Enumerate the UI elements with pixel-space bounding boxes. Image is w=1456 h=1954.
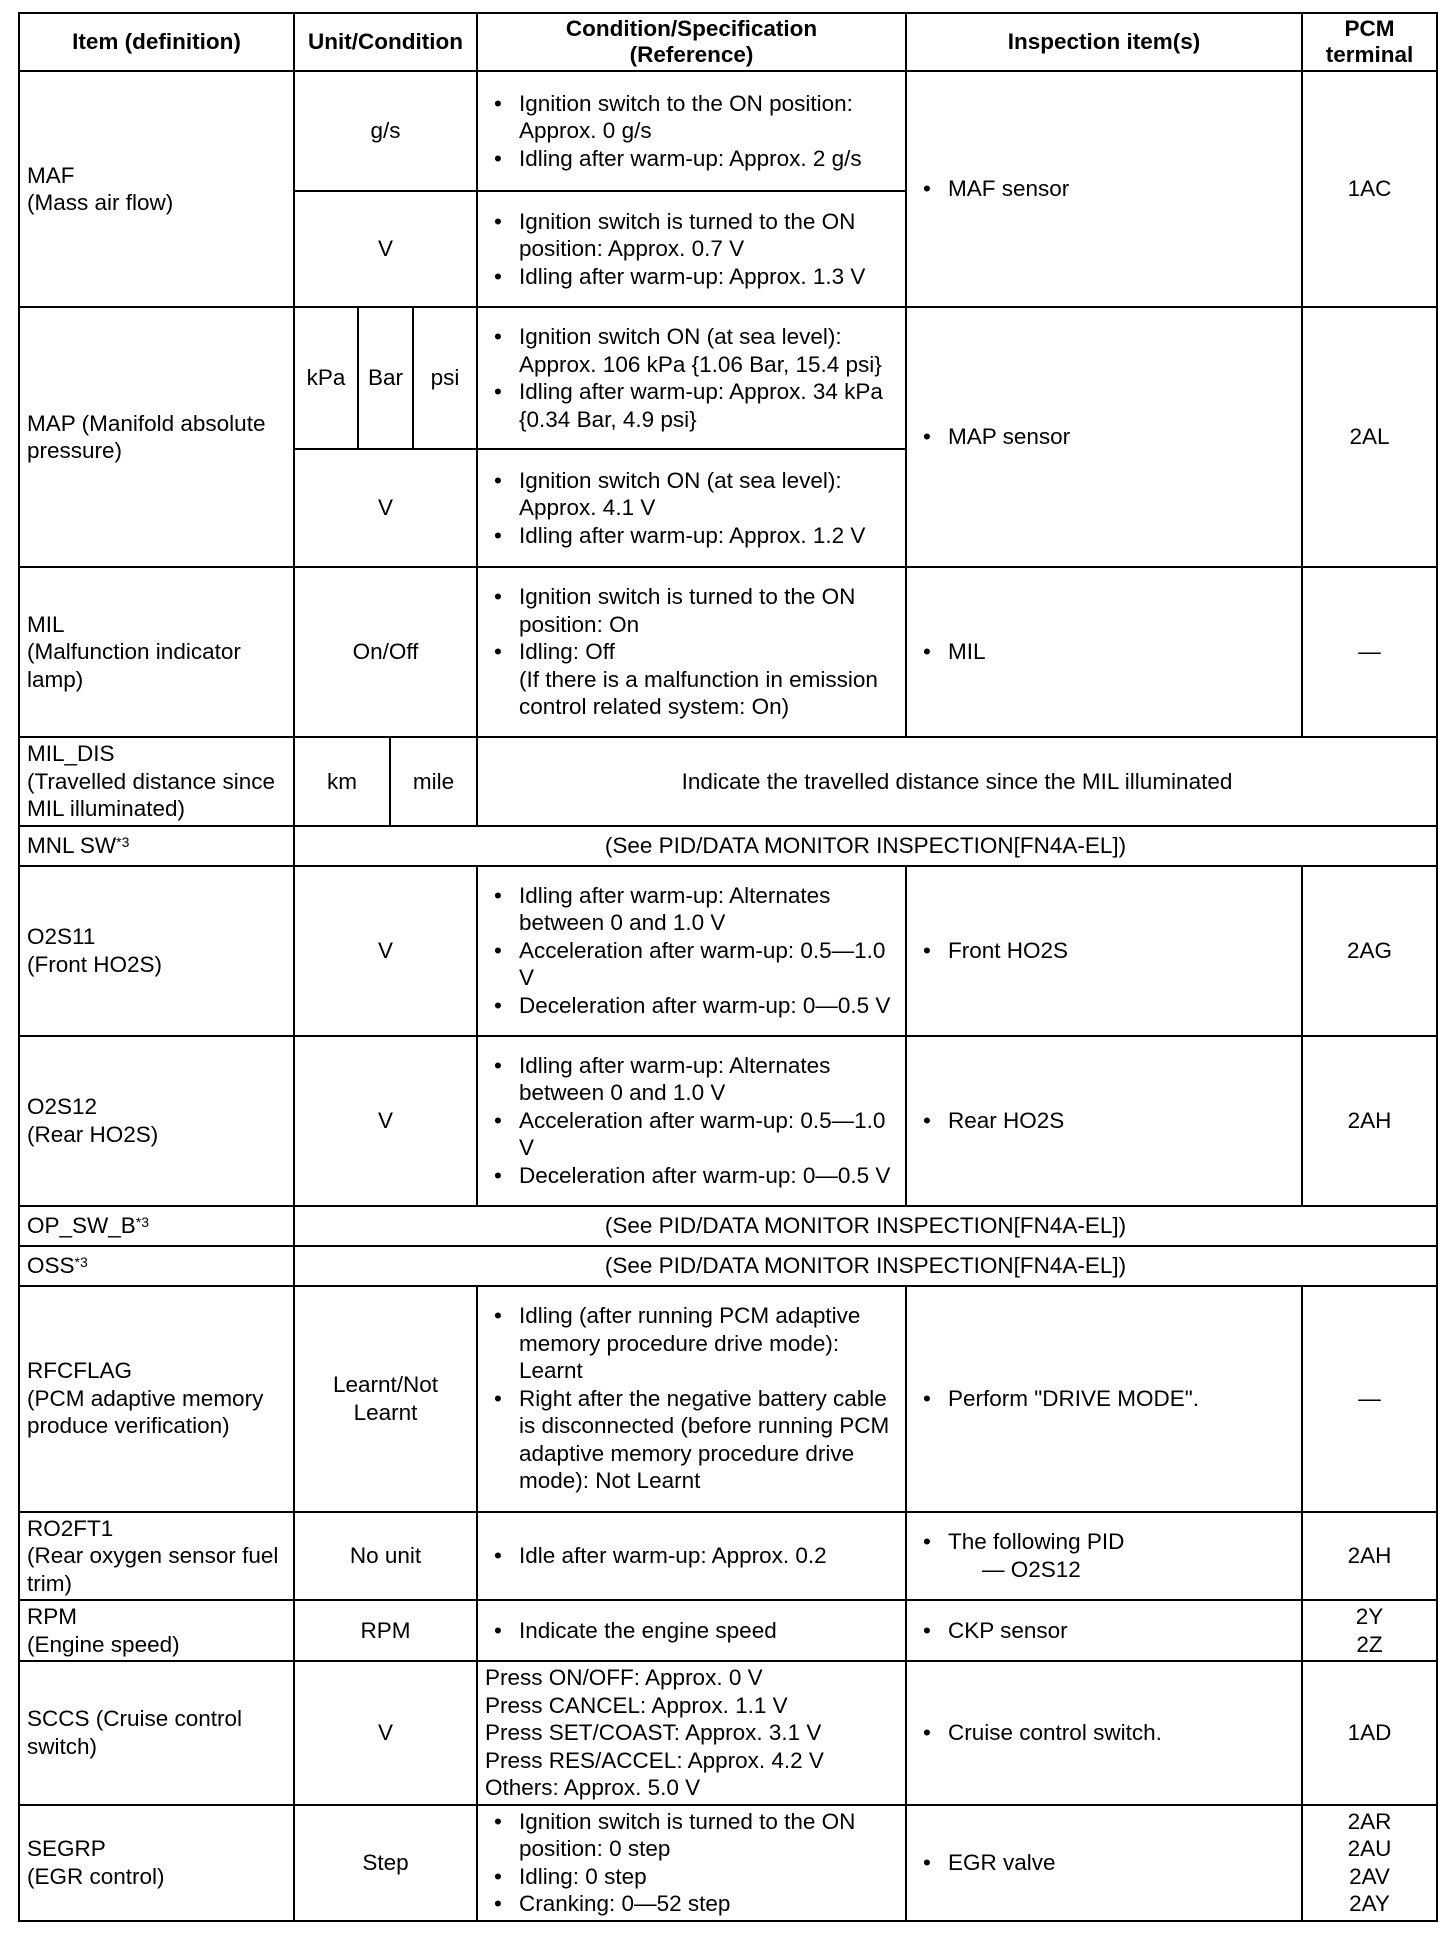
item-definition: (PCM adaptive memory produce verification): [27, 1385, 264, 1439]
inspection-cell: [906, 1036, 1302, 1206]
inspection-item: [948, 1528, 1294, 1583]
terminal-cell: 2AH: [1302, 1036, 1437, 1206]
table-row: [19, 1036, 1437, 1206]
inspection-subitem: — O2S12: [982, 1556, 1081, 1582]
terminal-cell: [1302, 1805, 1437, 1921]
item-definition: (Malfunction indicator lamp): [27, 639, 241, 692]
reference-cell: (See PID/DATA MONITOR INSPECTION[FN4A-EL]): [294, 1246, 1437, 1286]
unit-cell: V: [294, 1661, 477, 1805]
spec-item: • Ignition switch ON (at sea level): Approx. 4.1 V: [519, 467, 898, 522]
reference-cell: (See PID/DATA MONITOR INSPECTION[FN4A-EL]): [294, 1206, 1437, 1246]
item-definition: (Travelled distance since MIL illuminated): [27, 768, 276, 821]
item-cell: [19, 1805, 294, 1921]
table-row: [19, 826, 1437, 866]
terminal-cell: 2AL: [1302, 307, 1437, 567]
item-name: O2S11: [27, 924, 96, 949]
terminal-value: 2AV: [1349, 1863, 1390, 1889]
spec-item: • Idling after warm-up: Approx. 34 kPa {0.34 Bar, 4.9 psi}: [519, 378, 898, 433]
unit-cell: On/Off: [294, 567, 477, 737]
spec-note: (If there is a malfunction in emission control related system: On): [519, 666, 878, 720]
inspection-text: The following PID: [948, 1529, 1125, 1555]
item-name: O2S12: [27, 1094, 98, 1119]
footnote-mark: *3: [135, 1213, 150, 1230]
unit-cell: RPM: [294, 1600, 477, 1661]
table-row: [19, 1600, 1437, 1661]
table-row: [19, 1512, 1437, 1601]
spec-item: Press ON/OFF: Approx. 0 V: [485, 1665, 763, 1690]
unit-cell: Learnt/Not Learnt: [294, 1286, 477, 1512]
condition-cell: [477, 567, 906, 737]
terminal-value: 2AU: [1347, 1836, 1392, 1861]
item-name: MIL_DIS: [27, 741, 115, 766]
inspection-cell: [906, 307, 1302, 567]
item-cell: [19, 1286, 294, 1512]
header-item: Item (definition): [19, 13, 294, 71]
item-cell: [19, 826, 294, 866]
item-name: RO2FT1: [27, 1515, 114, 1541]
unit-cell: No unit: [294, 1512, 477, 1601]
spec-item: • Idling after warm-up: Approx. 2 g/s: [519, 145, 898, 173]
unit-cell-psi: psi: [413, 307, 477, 449]
item-cell: [19, 1036, 294, 1206]
pid-table-page: [18, 12, 1436, 1922]
spec-item: • Ignition switch ON (at sea level): Approx. 106 kPa {1.06 Bar, 15.4 psi}: [519, 323, 898, 378]
item-name: MNL SW: [27, 832, 117, 858]
inspection-cell: [906, 866, 1302, 1036]
spec-item: • Ignition switch is turned to the ON position: Approx. 0.7 V: [519, 208, 898, 263]
unit-cell-kpa: kPa: [294, 307, 358, 449]
table-row: [19, 1805, 1437, 1921]
table-row: [19, 866, 1437, 1036]
unit-cell: V: [294, 1036, 477, 1206]
item-name: RPM: [27, 1604, 77, 1629]
spec-item: • Ignition switch is turned to the ON position: 0 step: [519, 1808, 898, 1863]
inspection-item: • Perform "DRIVE MODE".: [948, 1385, 1294, 1413]
item-name: RFCFLAG: [27, 1358, 133, 1384]
spec-item: • Idling (after running PCM adaptive memory procedure drive mode): Learnt: [519, 1302, 898, 1385]
condition-cell: [477, 1661, 906, 1805]
item-cell: [19, 1600, 294, 1661]
condition-cell: [477, 1286, 906, 1512]
spec-item: • Idling after warm-up: Approx. 1.2 V: [519, 522, 898, 550]
item-cell: [19, 1512, 294, 1601]
item-name: MIL: [27, 611, 65, 637]
spec-item: • Cranking: 0—52 step: [519, 1890, 898, 1918]
inspection-cell: [906, 1286, 1302, 1512]
header-inspection: Inspection item(s): [906, 13, 1302, 71]
inspection-item: • MAF sensor: [948, 175, 1294, 203]
inspection-item: • MIL: [948, 638, 1294, 666]
spec-item: • Idling after warm-up: Alternates between 0 and 1.0 V: [519, 1052, 898, 1107]
unit-cell: g/s: [294, 71, 477, 191]
item-definition: (Rear HO2S): [27, 1121, 159, 1147]
spec-item: • Idling after warm-up: Alternates between 0 and 1.0 V: [519, 882, 898, 937]
item-cell: SCCS (Cruise control switch): [19, 1661, 294, 1805]
terminal-value: 2AR: [1347, 1808, 1392, 1834]
header-unit: Unit/Condition: [294, 13, 477, 71]
item-cell: [19, 1246, 294, 1286]
terminal-cell: 1AD: [1302, 1661, 1437, 1805]
condition-cell: [477, 71, 906, 191]
header-terminal-line1: PCM: [1344, 16, 1395, 41]
spec-item: • Right after the negative battery cable is disconnected (before running PCM adaptive memory procedure drive mode): Not Learnt: [519, 1385, 898, 1495]
item-definition: (Front HO2S): [27, 951, 163, 977]
inspection-item: • Rear HO2S: [948, 1107, 1294, 1135]
condition-cell: [477, 866, 906, 1036]
item-cell: [19, 71, 294, 307]
inspection-item: • MAP sensor: [948, 423, 1294, 451]
spec-item: • Deceleration after warm-up: 0—0.5 V: [519, 1162, 898, 1190]
inspection-cell: [906, 1512, 1302, 1601]
item-definition: (Mass air flow): [27, 190, 174, 215]
spec-item: • Ignition switch to the ON position: Approx. 0 g/s: [519, 90, 898, 145]
table-row: [19, 1246, 1437, 1286]
unit-cell: V: [294, 191, 477, 307]
item-cell: [19, 866, 294, 1036]
table-row: [19, 307, 1437, 449]
item-name: MAF: [27, 162, 75, 188]
spec-item: • Idle after warm-up: Approx. 0.2: [519, 1542, 898, 1570]
spec-item: Press CANCEL: Approx. 1.1 V: [485, 1692, 788, 1718]
terminal-cell: 2AG: [1302, 866, 1437, 1036]
item-cell: [19, 1206, 294, 1246]
inspection-item: • Cruise control switch.: [948, 1719, 1294, 1747]
condition-cell: Indicate the travelled distance since the MIL illuminated: [477, 737, 1437, 826]
reference-cell: (See PID/DATA MONITOR INSPECTION[FN4A-EL]): [294, 826, 1437, 866]
unit-cell-bar: Bar: [358, 307, 413, 449]
footnote-mark: *3: [74, 1253, 88, 1270]
item-name: OSS: [27, 1252, 75, 1278]
inspection-item: • Front HO2S: [948, 937, 1294, 965]
inspection-cell: [906, 567, 1302, 737]
unit-cell-mile: mile: [390, 737, 477, 826]
condition-cell: [477, 1805, 906, 1921]
terminal-cell: —: [1302, 567, 1437, 737]
header-condition-line2: (Reference): [629, 42, 754, 67]
spec-text: Idling: Off: [519, 639, 615, 665]
terminal-cell: 1AC: [1302, 71, 1437, 307]
item-definition: (Engine speed): [27, 1631, 180, 1657]
header-condition: [477, 13, 906, 71]
terminal-cell: 2AH: [1302, 1512, 1437, 1601]
inspection-cell: [906, 1805, 1302, 1921]
inspection-cell: [906, 1661, 1302, 1805]
header-terminal-line2: terminal: [1325, 42, 1414, 67]
spec-item: • Acceleration after warm-up: 0.5—1.0 V: [519, 1107, 898, 1162]
condition-cell: [477, 307, 906, 449]
inspection-item: • EGR valve: [948, 1849, 1294, 1877]
terminal-value: 2AY: [1349, 1891, 1390, 1916]
condition-cell: [477, 449, 906, 567]
spec-item: Press RES/ACCEL: Approx. 4.2 V: [485, 1747, 824, 1773]
terminal-value: 2Y: [1355, 1604, 1384, 1629]
spec-item: Press SET/COAST: Approx. 3.1 V: [485, 1720, 822, 1745]
item-name: SEGRP: [27, 1836, 106, 1861]
spec-item: • Idling: 0 step: [519, 1863, 898, 1891]
spec-item: • Indicate the engine speed: [519, 1617, 898, 1645]
item-definition: (Rear oxygen sensor fuel trim): [27, 1543, 279, 1596]
table-row: [19, 737, 1437, 826]
terminal-cell: [1302, 1600, 1437, 1661]
header-terminal: [1302, 13, 1437, 71]
item-name: OP_SW_B: [27, 1212, 136, 1238]
item-cell: [19, 737, 294, 826]
inspection-cell: [906, 71, 1302, 307]
table-row: [19, 1206, 1437, 1246]
item-cell: MAP (Manifold absolute pressure): [19, 307, 294, 567]
condition-cell: [477, 1600, 906, 1661]
table-row: [19, 567, 1437, 737]
spec-item: • Idling after warm-up: Approx. 1.3 V: [519, 263, 898, 291]
spec-item: [519, 638, 898, 721]
spec-item: • Acceleration after warm-up: 0.5—1.0 V: [519, 937, 898, 992]
footnote-mark: *3: [116, 833, 130, 850]
table-row: [19, 1661, 1437, 1805]
terminal-cell: —: [1302, 1286, 1437, 1512]
condition-cell: [477, 1036, 906, 1206]
item-cell: [19, 567, 294, 737]
pid-data-monitor-table: [18, 12, 1438, 1922]
inspection-cell: [906, 1600, 1302, 1661]
condition-cell: [477, 1512, 906, 1601]
spec-item: Others: Approx. 5.0 V: [485, 1775, 701, 1800]
condition-cell: [477, 191, 906, 307]
unit-cell: V: [294, 866, 477, 1036]
table-row: [19, 1286, 1437, 1512]
unit-cell: Step: [294, 1805, 477, 1921]
header-condition-line1: Condition/Specification: [565, 16, 818, 41]
table-row: [19, 71, 1437, 191]
unit-cell-km: km: [294, 737, 390, 826]
item-definition: (EGR control): [27, 1863, 165, 1889]
spec-item: • Deceleration after warm-up: 0—0.5 V: [519, 992, 898, 1020]
terminal-value: 2Z: [1356, 1631, 1383, 1657]
spec-item: • Ignition switch is turned to the ON position: On: [519, 583, 898, 638]
unit-cell: V: [294, 449, 477, 567]
inspection-item: • CKP sensor: [948, 1617, 1294, 1645]
header-row: [19, 13, 1437, 71]
